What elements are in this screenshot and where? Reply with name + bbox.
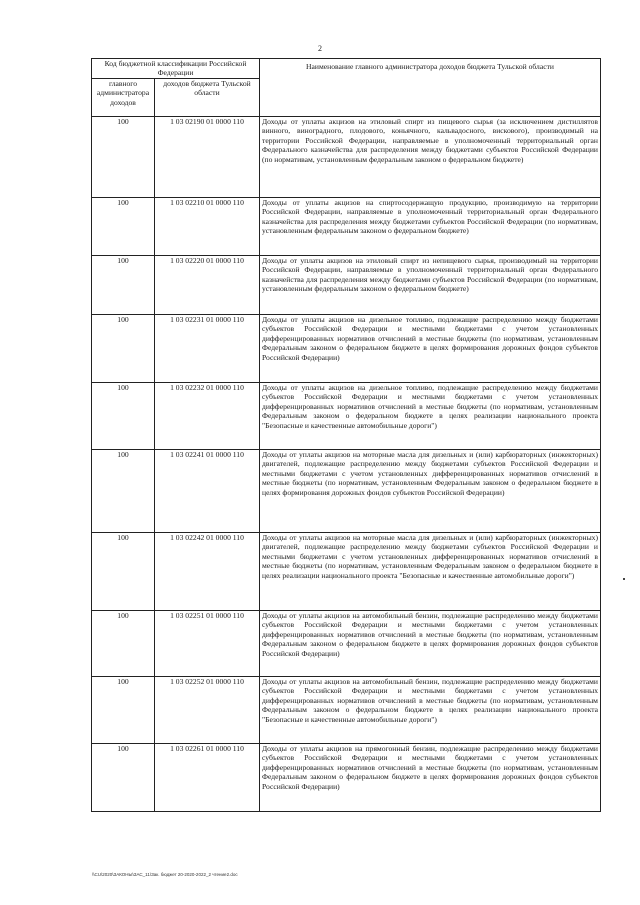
admin-code-cell: 100 (92, 450, 155, 533)
income-code-cell: 1 03 02232 01 0000 110 (155, 383, 260, 450)
table-row (92, 744, 601, 812)
description-cell: Доходы от уплаты акцизов на спиртосодержащую продукцию, производимую на территории Российской Федерации, направляемые в уполномоченный территориальный орган Федерального казначейства для распределения между бюджетами субъектов Российской Федерации (по нормативам, установленным федеральным законом о федеральном бюджете) (260, 198, 601, 256)
description-cell: Доходы от уплаты акцизов на дизельное топливо, подлежащие распределению между бюджетами субъектов Российской Федерации и местными бюджетами с учетом установленных дифференцированных нормативов отчислений в местные бюджеты (по нормативам, установленным Федеральным законом о федеральном бюджете в целях реализации национального проекта "Безопасные и качественные автомобильные дороги") (260, 383, 601, 450)
description-cell: Доходы от уплаты акцизов на автомобильный бензин, подлежащие распределению между бюджетами субъектов Российской Федерации и местными бюджетами с учетом установленных дифференцированных нормативов отчислений в местные бюджеты (по нормативам, установленным Федеральным законом о федеральном бюджете в целях формирования дорожных фондов субъектов Российской Федерации) (260, 611, 601, 677)
page-number: 2 (318, 44, 322, 53)
income-column-header: доходов бюджета Тульской области (155, 79, 260, 117)
description-cell: Доходы от уплаты акцизов на дизельное топливо, подлежащие распределению между бюджетами субъектов Российской Федерации и местными бюджетами с учетом установленных дифференцированных нормативов отчислений в местные бюджеты (по нормативам, установленным Федеральным законом о федеральном бюджете в целях формирования дорожных фондов субъектов Российской Федерации) (260, 315, 601, 383)
income-code-cell: 1 03 02220 01 0000 110 (155, 256, 260, 315)
table-row (92, 450, 601, 533)
income-code-cell: 1 03 02190 01 0000 110 (155, 117, 260, 198)
admin-code-cell: 100 (92, 533, 155, 611)
table-row (92, 533, 601, 611)
table-header (92, 59, 601, 117)
admin-code-cell: 100 (92, 117, 155, 198)
file-path-footer: \\CU\2020\ЗАКОНЫ\ЗАС_11\Зак. бюджет 20-2020-2022_2 чтение2.doc (92, 872, 238, 877)
admin-code-cell: 100 (92, 611, 155, 677)
income-code-cell: 1 03 02231 01 0000 110 (155, 315, 260, 383)
description-cell: Доходы от уплаты акцизов на прямогонный бензин, подлежащие распределению между бюджетами субъектов Российской Федерации и местными бюджетами с учетом установленных дифференцированных нормативов отчислений в местные бюджеты (по нормативам, установленным Федеральным законом о федеральном бюджете в целях формирования дорожных фондов субъектов Российской Федерации) (260, 744, 601, 812)
description-cell: Доходы от уплаты акцизов на автомобильный бензин, подлежащие распределению между бюджетами субъектов Российской Федерации и местными бюджетами с учетом установленных дифференцированных нормативов отчислений в местные бюджеты (по нормативам, установленным Федеральным законом о федеральном бюджете в целях реализации национального проекта "Безопасные и качественные автомобильные дороги") (260, 677, 601, 744)
table-row (92, 315, 601, 383)
scan-speck (623, 578, 625, 580)
admin-code-cell: 100 (92, 383, 155, 450)
admin-code-cell: 100 (92, 744, 155, 812)
table-row (92, 117, 601, 198)
description-cell: Доходы от уплаты акцизов на этиловый спирт из пищевого сырья (за исключением дистиллятов винного, виноградного, плодового, коньячного, кальвадосного, вискового), производимый на территории Российской Федерации, направляемые в уполномоченный территориальный орган Федерального казначейства для распределения между бюджетами субъектов Российской Федерации (по нормативам, установленным федеральным законом о федеральном бюджете) (260, 117, 601, 198)
description-cell: Доходы от уплаты акцизов на моторные масла для дизельных и (или) карбюраторных (инжекторных) двигателей, подлежащие распределению между бюджетами субъектов Российской Федерации и местными бюджетами с учетом установленных дифференцированных нормативов отчислений в местные бюджеты (по нормативам, установленным Федеральным законом о федеральном бюджете в целях формирования дорожных фондов субъектов Российской Федерации) (260, 450, 601, 533)
name-column-header: Наименование главного администратора доходов бюджета Тульской области (260, 59, 601, 117)
table-row (92, 677, 601, 744)
table-row (92, 383, 601, 450)
description-cell: Доходы от уплаты акцизов на моторные масла для дизельных и (или) карбюраторных (инжекторных) двигателей, подлежащие распределению между бюджетами субъектов Российской Федерации и местными бюджетами с учетом установленных дифференцированных нормативов отчислений в местные бюджеты (по нормативам, установленным Федеральным законом о федеральном бюджете в целях реализации национального проекта "Безопасные и качественные автомобильные дороги") (260, 533, 601, 611)
income-code-cell: 1 03 02242 01 0000 110 (155, 533, 260, 611)
income-code-cell: 1 03 02241 01 0000 110 (155, 450, 260, 533)
admin-code-cell: 100 (92, 677, 155, 744)
income-codes-table (91, 58, 601, 812)
income-code-cell: 1 03 02210 01 0000 110 (155, 198, 260, 256)
table-row (92, 611, 601, 677)
code-group-header: Код бюджетной классификации Российской Федерации (92, 59, 260, 79)
table-row (92, 198, 601, 256)
table-row (92, 256, 601, 315)
admin-column-header: главного администратора доходов (92, 79, 155, 117)
income-code-cell: 1 03 02261 01 0000 110 (155, 744, 260, 812)
admin-code-cell: 100 (92, 315, 155, 383)
income-code-cell: 1 03 02251 01 0000 110 (155, 611, 260, 677)
income-code-cell: 1 03 02252 01 0000 110 (155, 677, 260, 744)
description-cell: Доходы от уплаты акцизов на этиловый спирт из непищевого сырья, производимый на территории Российской Федерации, направляемые в уполномоченный территориальный орган Федерального казначейства для распределения между бюджетами субъектов Российской Федерации (по нормативам, установленным федеральным законом о федеральном бюджете) (260, 256, 601, 315)
admin-code-cell: 100 (92, 198, 155, 256)
admin-code-cell: 100 (92, 256, 155, 315)
